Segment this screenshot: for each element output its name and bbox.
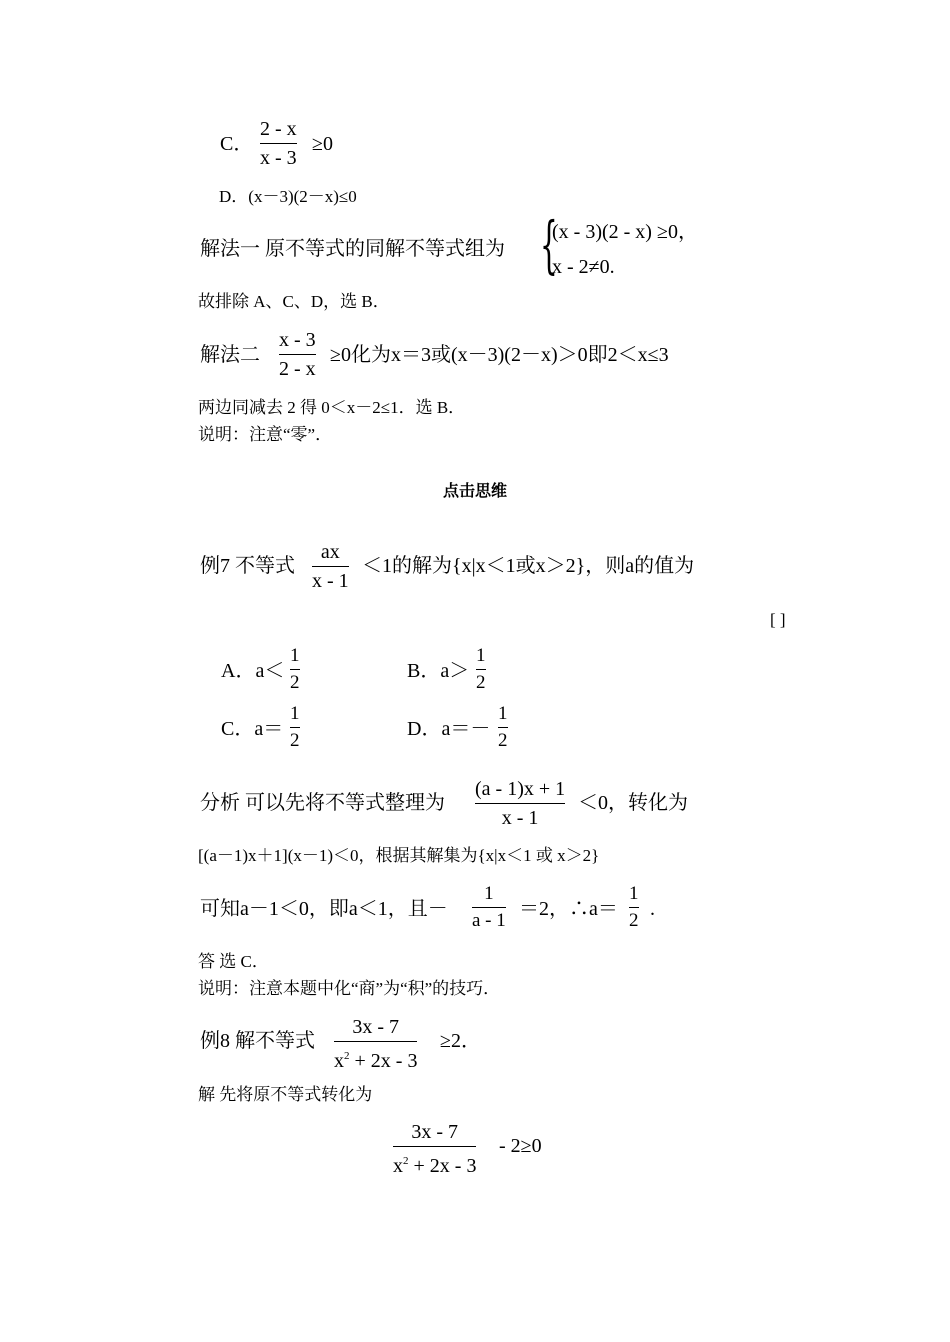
ex7-denominator: x - 1: [312, 570, 349, 592]
ex7-numerator: ax: [320, 541, 340, 563]
analysis3-end: .: [650, 898, 655, 920]
final-den-base: x: [393, 1155, 403, 1177]
option-c-fraction: [260, 117, 297, 170]
fraction-bar: [475, 803, 565, 804]
fraction-bar: [290, 669, 300, 670]
ex8-label: 例8 解不等式: [200, 1030, 315, 1052]
option-b-fraction: [476, 645, 486, 694]
note2-text: 说明：注意本题中化“商”为“积”的技巧．: [198, 979, 501, 998]
analysis3-denominator1: a - 1: [472, 910, 506, 931]
analysis3-mid: ＝2，∴a＝: [519, 898, 618, 920]
note1-text: 说明：注意“零”．: [198, 425, 333, 444]
option-d2-numerator: 1: [498, 703, 508, 724]
option-d2-label: D．a＝－: [407, 718, 491, 740]
option-c-numerator: 2 - x: [260, 118, 297, 140]
final-den-rest: + 2x - 3: [408, 1155, 477, 1177]
method2-numerator: x - 3: [279, 329, 316, 351]
analysis-fraction: [475, 777, 565, 830]
option-a-fraction: [290, 645, 300, 694]
fraction-bar: [393, 1146, 476, 1147]
option-c-relation: ≥0: [312, 133, 333, 155]
ex8-den-rest: + 2x - 3: [349, 1050, 418, 1072]
ex8-numerator: 3x - 7: [352, 1016, 400, 1038]
ex7-fraction: [312, 540, 349, 593]
option-c-label: C．: [220, 133, 254, 155]
fraction-bar: [279, 354, 316, 355]
option-c2-numerator: 1: [290, 703, 300, 724]
subtract-text: 两边同减去 2 得 0＜x－2≤1．选 B．: [198, 398, 466, 417]
method2-rest: ≥0化为x＝3或(x－3)(2－x)＞0即2＜x≤3: [330, 344, 669, 366]
option-c-denominator: x - 3: [260, 147, 297, 169]
ex8-rest: ≥2．: [440, 1030, 481, 1052]
fraction-bar: [498, 727, 508, 728]
analysis3-denominator2: 2: [629, 910, 639, 931]
method1-text: 解法一 原不等式的同解不等式组为: [200, 238, 505, 260]
option-b-label: B．a＞: [407, 660, 470, 682]
ex8-den-exponent: 2: [344, 1050, 350, 1062]
left-brace: {: [540, 208, 558, 281]
analysis3-numerator2: 1: [629, 883, 639, 904]
ex7-rest: ＜1的解为{x|x＜1或x＞2}，则a的值为: [362, 555, 695, 577]
analysis-line2: [(a－1)x＋1](x－1)＜0，根据其解集为{x|x＜1 或 x＞2}: [198, 846, 600, 865]
option-b-numerator: 1: [476, 645, 486, 666]
option-a-numerator: 1: [290, 645, 300, 666]
option-d-text: D．(x－3)(2－x)≤0: [219, 187, 357, 206]
option-c2-label: C．a＝: [221, 718, 284, 740]
final-fraction: [393, 1120, 476, 1178]
analysis3-pre: 可知a－1＜0，即a＜1，且－: [200, 898, 448, 920]
method2-denominator: 2 - x: [279, 358, 316, 380]
method1-line1: (x - 3)(2 - x) ≥0，: [552, 221, 698, 243]
solve-text: 解 先将原不等式转化为: [198, 1085, 373, 1104]
analysis-rest: ＜0，转化为: [578, 792, 688, 814]
method1-line2: x - 2≠0.: [552, 256, 615, 278]
method2-label: 解法二: [200, 344, 260, 366]
analysis-label: 分析 可以先将不等式整理为: [200, 792, 445, 814]
ex8-fraction: [334, 1015, 417, 1073]
fraction-bar: [476, 669, 486, 670]
section-heading: 点击思维: [442, 481, 507, 500]
exclude-text: 故排除 A、C、D，选 B．: [198, 292, 390, 311]
fraction-bar: [260, 143, 297, 144]
option-a-label: A．a＜: [221, 660, 285, 682]
option-b-denominator: 2: [476, 672, 486, 693]
answer-bracket: [ ]: [770, 610, 786, 629]
ex8-denominator: [334, 1044, 417, 1073]
analysis-numerator: (a - 1)x + 1: [475, 778, 566, 800]
final-den-exponent: 2: [403, 1155, 409, 1167]
fraction-bar: [290, 727, 300, 728]
option-c2-fraction: [290, 703, 300, 752]
option-c2-denominator: 2: [290, 730, 300, 751]
fraction-bar: [312, 566, 349, 567]
final-rest: - 2≥0: [499, 1135, 542, 1157]
fraction-bar: [472, 907, 506, 908]
analysis3-fraction1: [472, 883, 506, 932]
answer-text: 答 选 C．: [198, 952, 269, 971]
final-denominator: [393, 1149, 476, 1178]
ex8-den-base: x: [334, 1050, 344, 1072]
final-numerator: 3x - 7: [411, 1121, 459, 1143]
analysis3-numerator1: 1: [484, 883, 494, 904]
option-a-denominator: 2: [290, 672, 300, 693]
option-d2-fraction: [498, 703, 508, 752]
analysis3-fraction2: [629, 883, 639, 932]
option-d2-denominator: 2: [498, 730, 508, 751]
fraction-bar: [629, 907, 639, 908]
method2-fraction: [279, 328, 316, 381]
ex7-label: 例7 不等式: [200, 555, 295, 577]
analysis-denominator: x - 1: [501, 807, 539, 829]
fraction-bar: [334, 1041, 417, 1042]
